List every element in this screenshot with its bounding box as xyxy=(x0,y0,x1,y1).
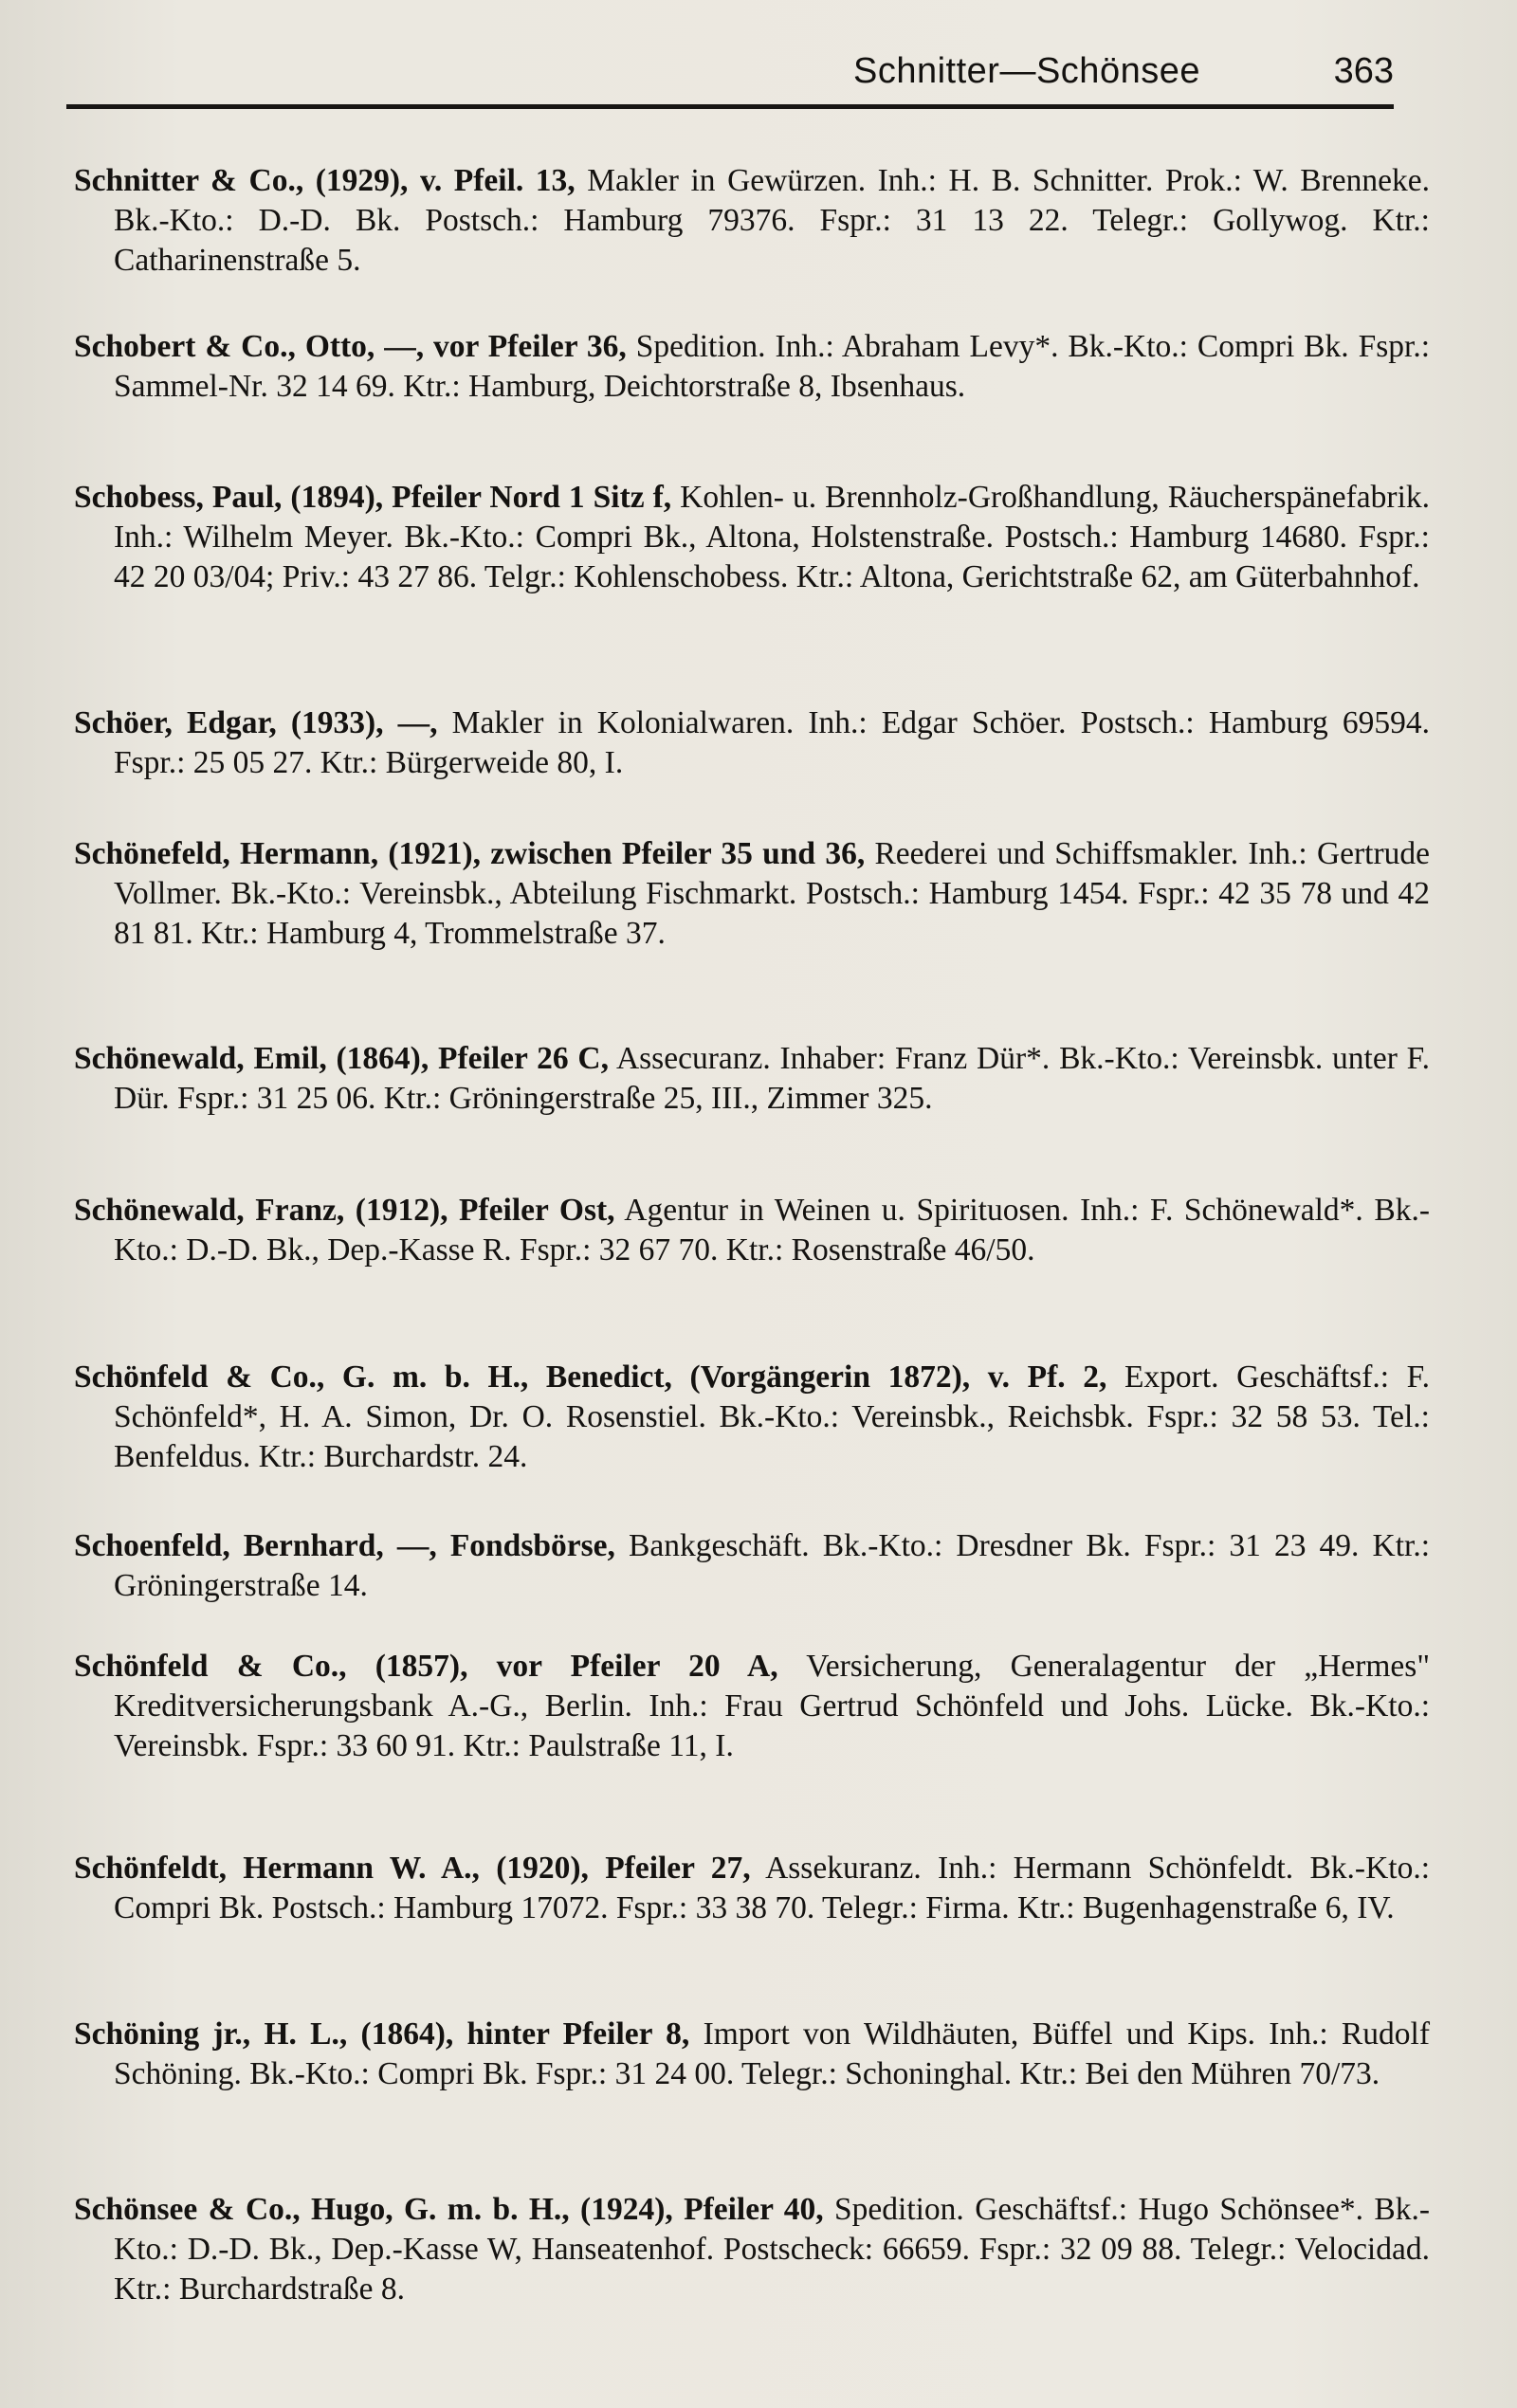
directory-entry xyxy=(74,327,1430,407)
entry-name: Schönfeld & Co., (1857), vor Pfeiler 20 A, xyxy=(74,1649,778,1684)
entry-name: Schönfeld & Co., G. m. b. H., Benedict, (Vorgängerin 1872), v. Pf. 2, xyxy=(74,1359,1107,1395)
entry-body: Assecuranz. Inhaber: Franz Dür*. Bk.-Kto.: Vereinsbk. unter F. Dür. Fspr.: 31 25 06. Ktr.: Gröningerstraße 25, III., Zimmer 325. xyxy=(114,1041,1430,1116)
entry-body: Import von Wildhäuten, Büffel und Kips. Inh.: Rudolf Schöning. Bk.-Kto.: Compri Bk. Fspr.: 31 24 00. Telegr.: Schoninghal. Ktr.: Bei den Mühren 70/73. xyxy=(114,2016,1430,2091)
entry-body: Versicherung, Generalagentur der „Hermes" Kreditversicherungsbank A.-G., Berlin. Inh.: Frau Gertrud Schönfeld und Johs. Lücke. Bk.-Kto.: Vereinsbk. Fspr.: 33 60 91. Ktr.: Paulstraße 11, I. xyxy=(114,1649,1430,1763)
directory-entry xyxy=(74,1358,1430,1477)
entry-name: Schobert & Co., Otto, —, vor Pfeiler 36, xyxy=(74,329,627,364)
directory-entry xyxy=(74,2015,1430,2094)
entry-name: Schönfeldt, Hermann W. A., (1920), Pfeiler 27, xyxy=(74,1851,751,1886)
directory-entry xyxy=(74,834,1430,954)
entry-body: Spedition. Inh.: Abraham Levy*. Bk.-Kto.: Compri Bk. Fspr.: Sammel-Nr. 32 14 69. Ktr.: Hamburg, Deichtorstraße 8, Ibsenhaus. xyxy=(114,329,1430,404)
entry-name: Schönewald, Emil, (1864), Pfeiler 26 C, xyxy=(74,1041,609,1076)
page-header xyxy=(66,42,1394,118)
entry-body: Makler in Gewürzen. Inh.: H. B. Schnitter. Prok.: W. Brenneke. Bk.-Kto.: D.-D. Bk. Postsch.: Hamburg 79376. Fspr.: 31 13 22. Telegr.: Gollywog. Ktr.: Catharinenstraße 5. xyxy=(114,163,1430,278)
entry-body: Kohlen- u. Brennholz-Großhandlung, Räucherspänefabrik. Inh.: Wilhelm Meyer. Bk.-Kto.: Compri Bk., Altona, Holstenstraße. Postsch.: Hamburg 14680. Fspr.: 42 20 03/04; Priv.: 43 27 86. Telgr.: Kohlenschobess. Ktr.: Altona, Gerichtstraße 62, am Güterbahnhof. xyxy=(114,480,1431,594)
entry-name: Schöning jr., H. L., (1864), hinter Pfeiler 8, xyxy=(74,2016,690,2052)
entry-body: Reederei und Schiffsmakler. Inh.: Gertrude Vollmer. Bk.-Kto.: Vereinsbk., Abteilung Fischmarkt. Postsch.: Hamburg 1454. Fspr.: 42 35 78 und 42 81 81. Ktr.: Hamburg 4, Trommelstraße 37. xyxy=(114,836,1430,951)
entry-body: Agentur in Weinen u. Spirituosen. Inh.: F. Schönewald*. Bk.-Kto.: D.-D. Bk., Dep.-Kasse R. Fspr.: 32 67 70. Ktr.: Rosenstraße 46/50. xyxy=(114,1193,1430,1268)
entry-name: Schönefeld, Hermann, (1921), zwischen Pfeiler 35 und 36, xyxy=(74,836,866,871)
entry-name: Schönsee & Co., Hugo, G. m. b. H., (1924), Pfeiler 40, xyxy=(74,2192,824,2227)
entry-name: Schobess, Paul, (1894), Pfeiler Nord 1 Sitz f, xyxy=(74,480,672,515)
page-number: 363 xyxy=(1333,51,1394,91)
entry-name: Schoenfeld, Bernhard, —, Fondsbörse, xyxy=(74,1528,615,1563)
directory-entry xyxy=(74,478,1430,597)
entry-body: Assekuranz. Inh.: Hermann Schönfeldt. Bk.-Kto.: Compri Bk. Postsch.: Hamburg 17072. Fspr.: 33 38 70. Telegr.: Firma. Ktr.: Bugenhagenstraße 6, IV. xyxy=(114,1851,1430,1925)
entry-body: Spedition. Geschäftsf.: Hugo Schönsee*. Bk.-Kto.: D.-D. Bk., Dep.-Kasse W, Hanseatenhof. Postscheck: 66659. Fspr.: 32 09 88. Telegr.: Velocidad. Ktr.: Burchardstraße 8. xyxy=(114,2192,1430,2307)
directory-entry xyxy=(74,1526,1430,1606)
directory-entry xyxy=(74,2190,1430,2309)
entry-name: Schönewald, Franz, (1912), Pfeiler Ost, xyxy=(74,1193,615,1228)
header-rule xyxy=(66,104,1394,109)
directory-entry xyxy=(74,161,1430,281)
directory-entry xyxy=(74,703,1430,783)
directory-entry xyxy=(74,1647,1430,1766)
directory-entry xyxy=(74,1039,1430,1119)
directory-entry xyxy=(74,1849,1430,1928)
entry-body: Export. Geschäftsf.: F. Schönfeld*, H. A. Simon, Dr. O. Rosenstiel. Bk.-Kto.: Vereinsbk., Reichsbk. Fspr.: 32 58 53. Tel.: Benfeldus. Ktr.: Burchardstr. 24. xyxy=(114,1359,1430,1474)
running-title: Schnitter—Schönsee xyxy=(853,51,1200,91)
entry-name: Schnitter & Co., (1929), v. Pfeil. 13, xyxy=(74,163,576,198)
entry-name: Schöer, Edgar, (1933), —, xyxy=(74,705,438,740)
directory-entry xyxy=(74,1191,1430,1270)
entry-body: Bankgeschäft. Bk.-Kto.: Dresdner Bk. Fspr.: 31 23 49. Ktr.: Gröningerstraße 14. xyxy=(114,1528,1430,1603)
entry-body: Makler in Kolonialwaren. Inh.: Edgar Schöer. Postsch.: Hamburg 69594. Fspr.: 25 05 27. Ktr.: Bürgerweide 80, I. xyxy=(114,705,1431,780)
